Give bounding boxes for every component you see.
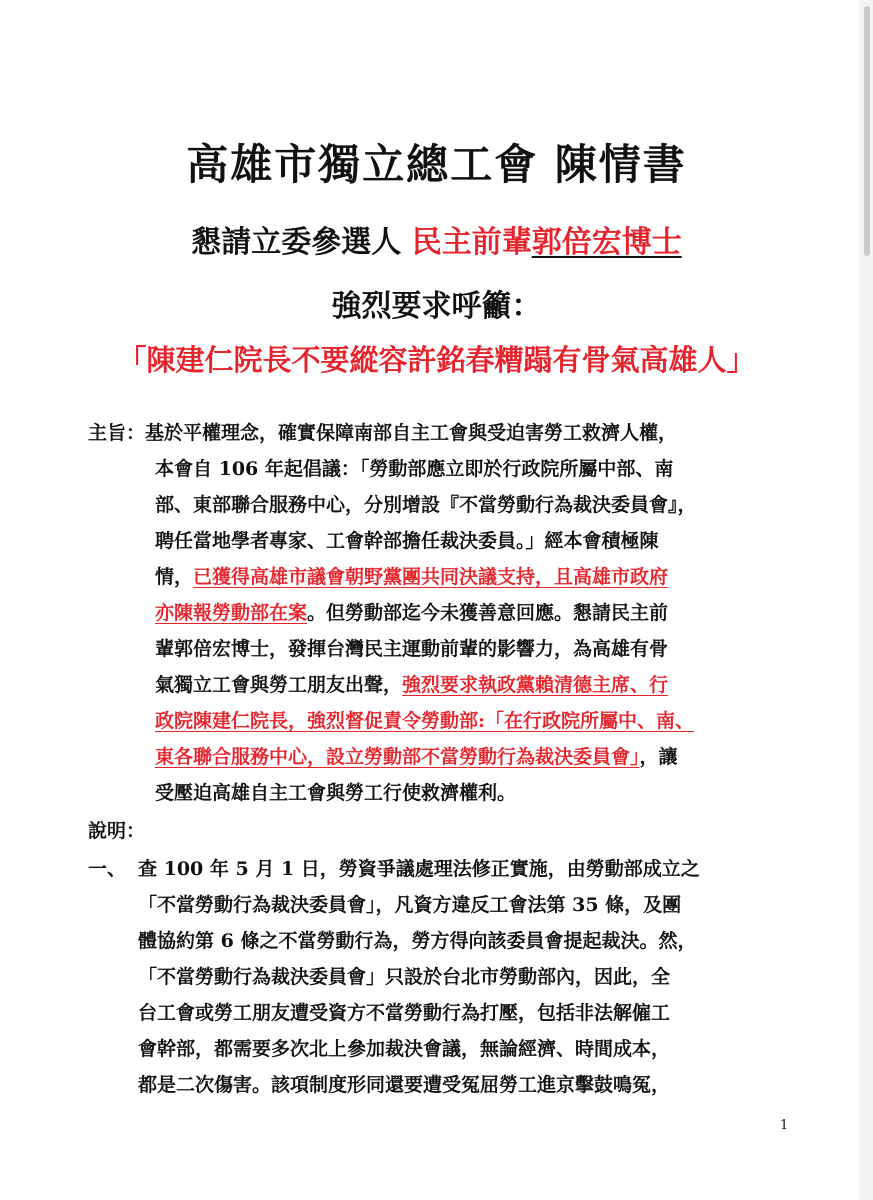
purpose-line-6-plain: 。但勞動部迄今未獲善意回應。懇請民主前: [307, 602, 669, 624]
purpose-line-8-plain: 氣獨立工會與勞工朋友出聲，: [155, 674, 403, 696]
highlight-council-support: 已獲得高雄市議會朝野黨團共同決議支持，且高雄市政府: [193, 566, 669, 588]
explanation-line-4: 「不當勞動行為裁決委員會」只設於台北市勞動部內，因此，全: [138, 966, 671, 988]
purpose-line-5: [155, 564, 668, 590]
purpose-line-7: 輩郭倍宏博士，發揮台灣民主運動前輩的影響力，為高雄有骨: [155, 638, 669, 660]
highlight-demand-3: 東各聯合服務中心，設立勞動部不當勞動行為裁決委員會」: [155, 746, 640, 768]
purpose-line-1: [88, 420, 677, 446]
highlight-demand-1: 強烈要求執政黨賴清德主席、行: [402, 674, 669, 696]
demand-heading: 強烈要求呼籲：: [331, 289, 542, 324]
purpose-line-5-plain: 情，: [155, 566, 194, 588]
subtitle-prefix: 懇請立委參選人: [191, 225, 412, 260]
purpose-line-4: 聘任當地學者專家、工會幹部擔任裁決委員。」經本會積極陳: [155, 530, 659, 552]
purpose-line-6: [155, 600, 668, 626]
document-subtitle: [0, 217, 873, 261]
explanation-line-2: 「不當勞動行為裁決委員會」，凡資方違反工會法第 35 條，及團: [138, 894, 682, 916]
purpose-line-10-plain: ，讓: [639, 746, 678, 768]
purpose-line-3: 部、東部聯合服務中心，分別增設『不當勞動行為裁決委員會』，: [155, 494, 697, 516]
subtitle-red-text: 民主前輩: [411, 225, 532, 260]
explanation-line-7: 都是二次傷害。該項制度形同還要遭受冤屈勞工進京擊鼓鳴冤，: [138, 1074, 671, 1096]
highlight-demand-2: 政院陳建仁院長，強烈督促責令勞動部:「在行政院所屬中、南、: [155, 710, 695, 732]
explanation-line-6: 會幹部，都需要多次北上參加裁決會議，無論經濟、時間成本，: [138, 1038, 671, 1060]
explanation-line-3: 體協約第 6 條之不當勞動行為，勞方得向該委員會提起裁決。然，: [138, 930, 697, 952]
explanation-item-number: 一、: [88, 858, 127, 880]
page-number: 1: [780, 1118, 789, 1133]
purpose-text: 基於平權理念，確實保障南部自主工會與受迫害勞工救濟人權，: [145, 422, 678, 444]
purpose-line-11: 受壓迫高雄自主工會與勞工行使救濟權利。: [155, 782, 517, 804]
explanation-line-1: 查 100 年 5 月 1 日，勞資爭議處理法修正實施，由勞動部成立之: [138, 858, 700, 880]
explanation-line-5: 台工會或勞工朋友遭受資方不當勞動行為打壓，包括非法解僱工: [138, 1002, 671, 1024]
purpose-line-9: [155, 708, 694, 734]
explanation-label: 說明：: [88, 820, 146, 842]
purpose-line-2: 本會自 106 年起倡議：「勞動部應立即於行政院所屬中部、南: [155, 458, 674, 480]
subtitle-candidate-name: 郭倍宏博士: [531, 225, 682, 260]
purpose-label: 主旨：: [88, 422, 146, 444]
slogan-heading: 「陳建仁院長不要縱容許銘春糟蹋有骨氣高雄人」: [117, 343, 756, 377]
document-title: 高雄市獨立總工會 陳情書: [186, 140, 687, 189]
purpose-line-8: [155, 672, 668, 698]
purpose-line-10: [155, 744, 678, 770]
highlight-reported: 亦陳報勞動部在案: [155, 602, 308, 624]
